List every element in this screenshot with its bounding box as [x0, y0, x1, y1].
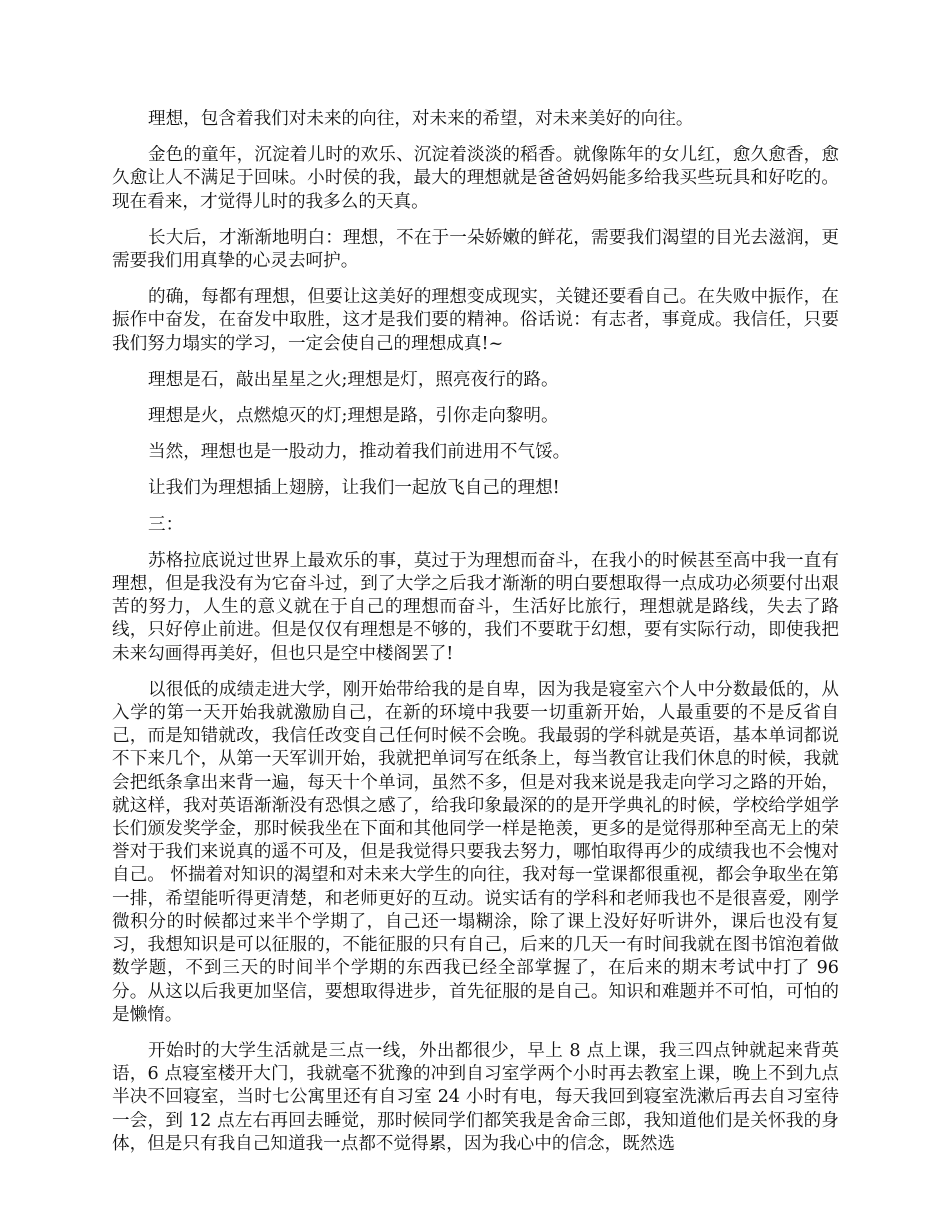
paragraph: 苏格拉底说过世界上最欢乐的事，莫过于为理想而奋斗，在我小的时候甚至高中我一直有理想，但是我没有为它奋斗过，到了大学之后我才渐渐的明白要想取得一点成功必须要付出艰苦的努力，人生的意义就在于自己的理想而奋斗，生活好比旅行，理想就是路线，失去了路线，只好停止前进。但是仅仅有理想是不够的，我们不要耽于幻想，要有实际行动，即使我把未来勾画得再美好，但也只是空中楼阁罢了! — [112, 550, 839, 664]
paragraph: 金色的童年，沉淀着儿时的欢乐、沉淀着淡淡的稻香。就像陈年的女儿红，愈久愈香，愈久愈让人不满足于回味。小时侯的我，最大的理想就是爸爸妈妈能多给我买些玩具和好吃的。现在看来，才觉得儿时的我多么的天真。 — [112, 145, 839, 212]
paragraph: 理想是石，敲出星星之火;理想是灯，照亮夜行的路。 — [148, 369, 559, 390]
paragraph: 长大后，才渐渐地明白：理想，不在于一朵娇嫩的鲜花，需要我们渴望的目光去滋润，更需要我们用真挚的心灵去呵护。 — [112, 227, 839, 272]
paragraph: 的确，每都有理想，但要让这美好的理想变成现实，关键还要看自己。在失败中振作，在振作中奋发，在奋发中取胜，这才是我们要的精神。俗话说：有志者，事竟成。我信任，只要我们努力塌实的学习，一定会使自己的理想成真!~ — [112, 287, 839, 354]
paragraph: 理想，包含着我们对未来的向往，对未来的希望，对未来美好的向往。 — [148, 109, 694, 129]
section-heading: 三： — [148, 514, 184, 535]
paragraph: 理想是火，点燃熄灭的灯;理想是路，引你走向黎明。 — [148, 406, 559, 427]
paragraph: 让我们为理想插上翅膀，让我们一起放飞自己的理想! — [148, 478, 560, 499]
paragraph: 以很低的成绩走进大学，刚开始带给我的是自卑，因为我是寝室六个人中分数最低的，从入学的第一天开始我就激励自己，在新的环境中我要一切重新开始，人最重要的不是反省自己，而是知错就改，我信任改变自己任何时候不会晚。我最弱的学科就是英语，基本单词都说不下来几个，从第一天军训开始，我就把单词写在纸条上，每当教官让我们休息的时候，我就会把纸条拿出来背一遍，每天十个单词，虽然不多，但是对我来说是我走向学习之路的开始，就这样，我对英语渐渐没有恐惧之感了，给我印象最深的的是开学典礼的时候，学校给学姐学长们颁发奖学金，那时候我坐在下面和其他同学一样是艳羡，更多的是觉得那种至高无上的荣誉对于我们来说真的遥不可及，但是我觉得只要我去努力，哪怕取得再少的成绩我也不会愧对自己。 怀揣着对知识的渴望和对未来大学生的向往，我对每一堂课都很重视，都会争取坐在第一排，希望能听得更清楚，和老师更好的互动。说实话有的学科和老师我也不是很喜爱，刚学微积分的时候都过来半个学期了，自己还一塌糊涂，除了课上没好好听讲外，课后也没有复习，我想知识是可以征服的，不能征服的只有自己，后来的几天一有时间我就在图书馆泡着做数学题，不到三天的时间半个学期的东西我已经全部掌握了，在后来的期末考试中打了 96 分。从这以后我更加坚信，要想取得进步，首先征服的是自己。知识和难题并不可怕，可怕的是懒惰。 — [112, 679, 839, 1025]
document-body — [112, 108, 839, 1169]
paragraph: 当然，理想也是一股动力，推动着我们前进用不气馁。 — [148, 442, 571, 463]
paragraph: 开始时的大学生活就是三点一线，外出都很少，早上 8 点上课，我三四点钟就起来背英语，6 点寝室楼开大门，我就毫不犹豫的冲到自习室学两个小时再去教室上课，晚上不到九点半决不回寝室，当时七公寓里还有自习室 24 小时有电，每天我回到寝室洗漱后再去自习室待一会，到 12 点左右再回去睡觉，那时候同学们都笑我是舍命三郎，我知道他们是关怀我的身体，但是只有我自己知道我一点都不觉得累，因为我心中的信念，既然选 — [112, 1040, 839, 1154]
